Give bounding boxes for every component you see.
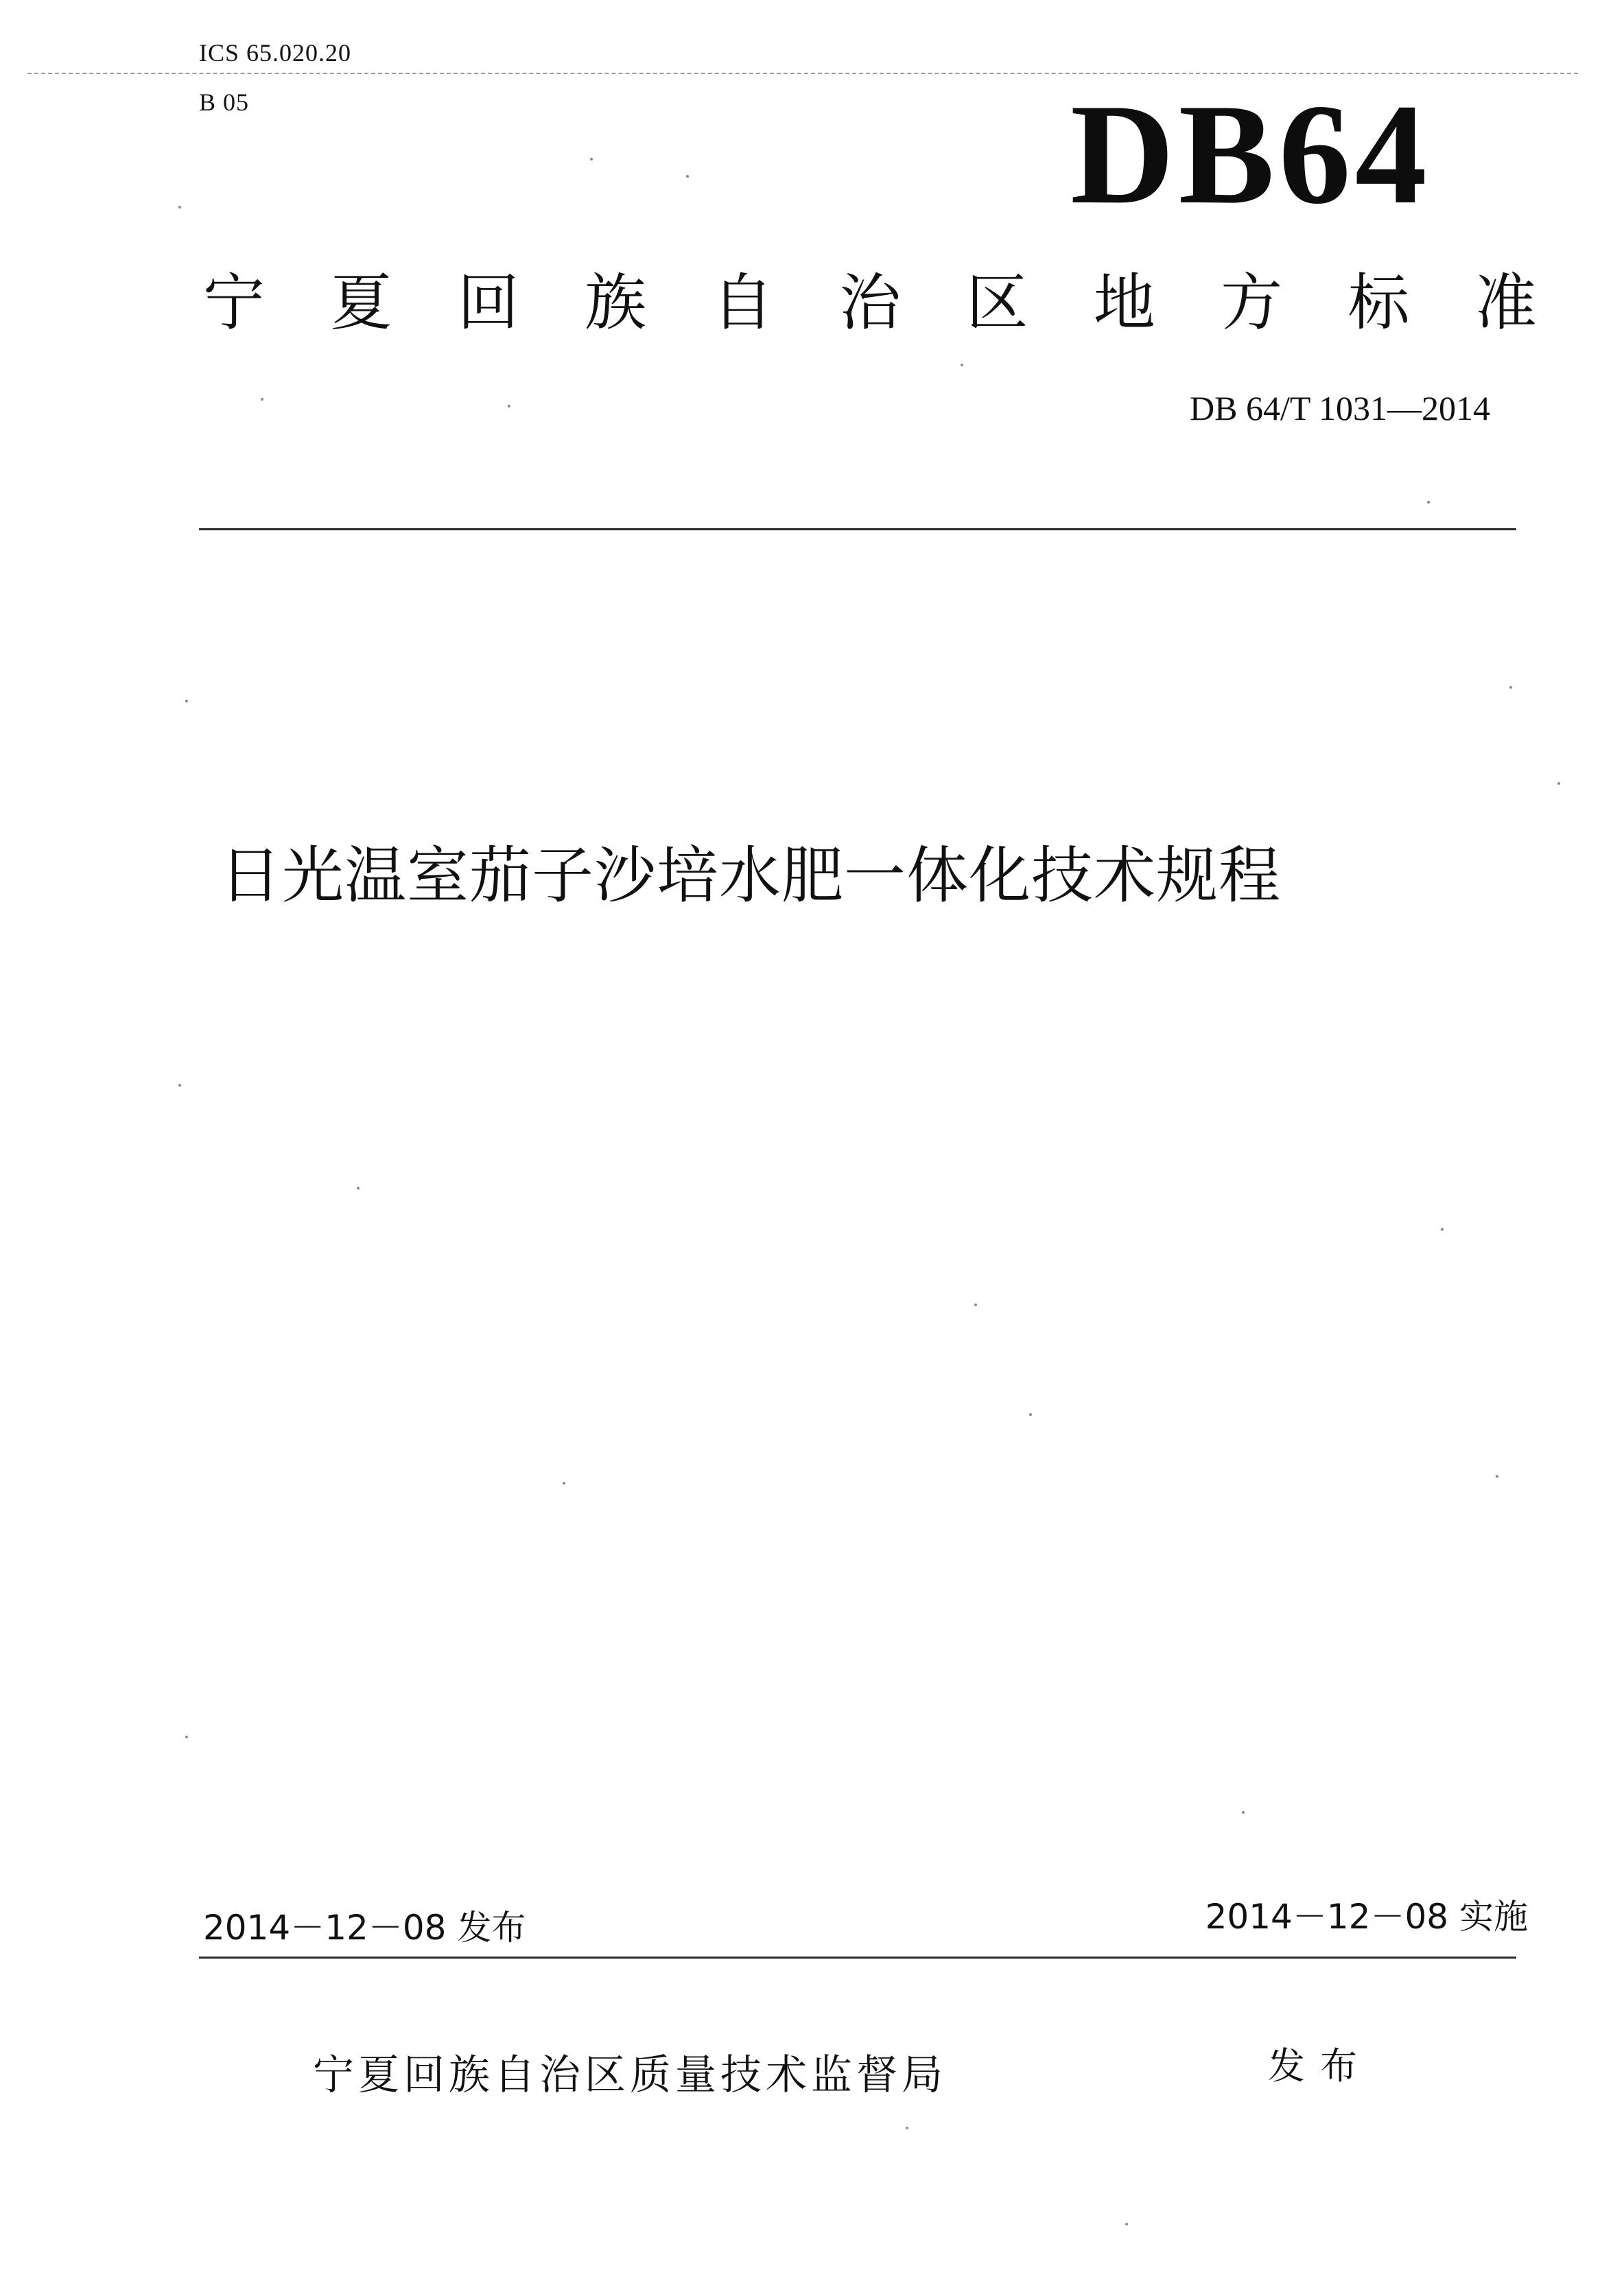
category-char: 方 (1221, 267, 1283, 339)
category-char: 夏 (330, 267, 392, 339)
scan-speck (563, 1482, 565, 1485)
category-char: 自 (711, 267, 774, 339)
category-char: 治 (838, 267, 901, 339)
scan-speck (1242, 1811, 1245, 1814)
category-char: 宁 (203, 267, 265, 339)
scan-speck (590, 158, 593, 161)
standard-logo: DB64 (1070, 75, 1431, 234)
document-title: 日光温室茄子沙培水肥一体化技术规程 (220, 840, 1281, 912)
scan-speck (1029, 1413, 1032, 1416)
scan-speck (261, 398, 263, 401)
category-char: 回 (457, 267, 519, 339)
scan-speck (974, 1303, 977, 1306)
category-char: 标 (1348, 267, 1410, 339)
scan-speck (686, 175, 689, 178)
scan-speck (185, 700, 188, 702)
scan-speck (1441, 1228, 1444, 1231)
top-rule (199, 528, 1516, 530)
category-char: 地 (1093, 267, 1155, 339)
scan-speck (1509, 686, 1512, 689)
scan-speck (178, 1084, 181, 1087)
category-char: 族 (585, 267, 647, 339)
scan-speck (961, 364, 963, 366)
ics-code: ICS 65.020.20 (199, 39, 352, 67)
header-divider (27, 73, 1578, 74)
category-char: 区 (966, 267, 1028, 339)
scan-speck (185, 1736, 188, 1738)
publisher-action: 发布 (1268, 2044, 1372, 2088)
scan-speck (178, 206, 181, 209)
bottom-rule (199, 1957, 1516, 1959)
scan-speck (1125, 2223, 1128, 2225)
publish-date: 2014－12－08 发布 (203, 1908, 526, 1948)
ccs-code: B 05 (199, 88, 250, 116)
scan-speck (1557, 782, 1560, 785)
scan-speck (357, 1187, 360, 1190)
category-char: 准 (1474, 267, 1537, 339)
scan-speck (1427, 501, 1430, 504)
standard-category (203, 269, 1537, 338)
scan-speck (1496, 1475, 1498, 1478)
scan-speck (906, 2127, 908, 2129)
standard-number: DB 64/T 1031—2014 (1190, 389, 1490, 427)
implementation-date: 2014－12－08 实施 (1205, 1897, 1528, 1937)
scan-speck (508, 405, 510, 407)
publisher-name: 宁夏回族自治区质量技术监督局 (313, 2051, 947, 2099)
